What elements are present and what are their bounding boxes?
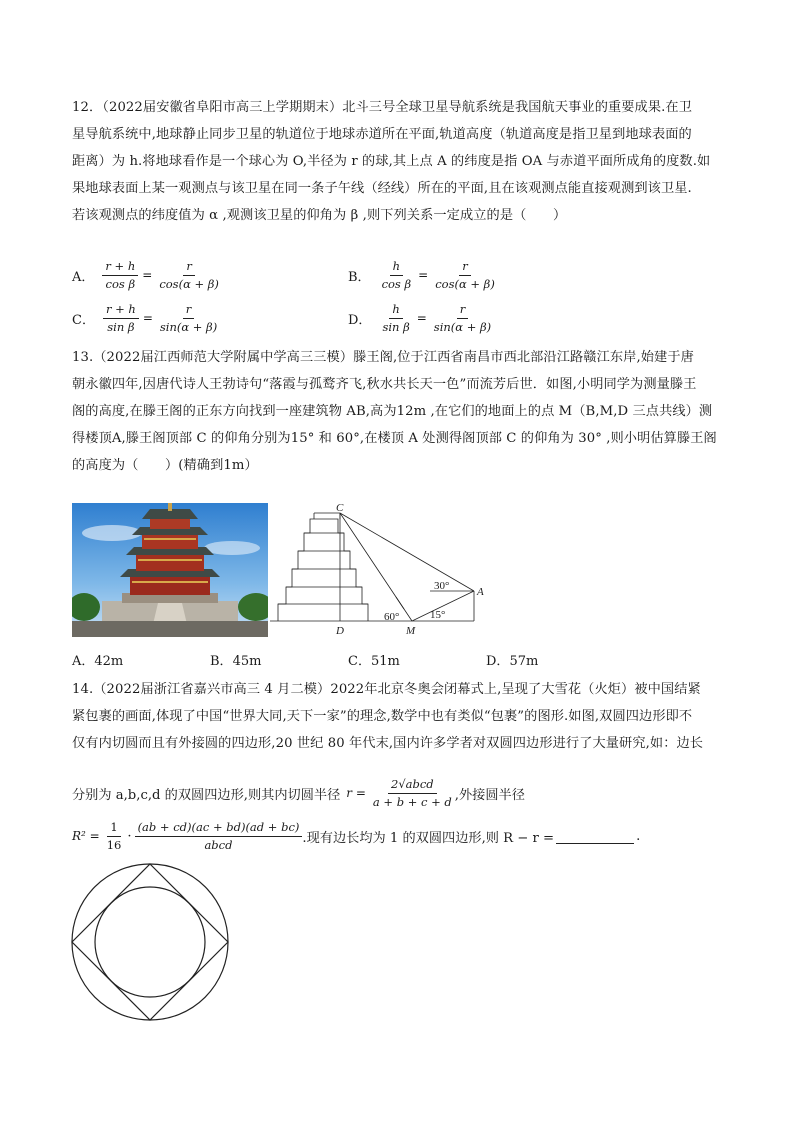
fraction — [102, 260, 138, 291]
choice-label: A． — [72, 654, 95, 669]
q13-line-5: 的高度为（ ）(精确到1m） — [72, 458, 258, 473]
q12-option-a[interactable] — [72, 256, 222, 294]
tengwang-geometry-diagram — [270, 503, 490, 639]
coefficient-fraction — [104, 821, 125, 852]
q14-line-4 — [72, 776, 722, 810]
q13-choices — [72, 650, 722, 674]
denominator: 16 — [106, 837, 122, 852]
q13-line-1: 13.（2022届江西师范大学附属中学高三三模）滕王阁,位于江西省南昌市西北部沿江路赣江东岸,始建于唐 — [72, 350, 694, 365]
circumradius-lhs: R² = — [72, 829, 100, 843]
q12-option-b[interactable] — [348, 256, 498, 294]
fraction — [431, 303, 494, 334]
q14-line-5: R² = $\frac{1}{16}$ · $\frac{(ab + cd)(ac + bd)(ad + bc)}{\text{abcd}}$ .现有边长均为 1 的双圆四边形,则 R − r = . — [72, 819, 641, 852]
q13-choice-a[interactable] — [72, 650, 123, 669]
angle-30-label: 30° — [434, 580, 450, 592]
q13-line-3: 阁的高度,在滕王阁的正东方向找到一座建筑物 AB,高为12m ,在它们的地面上的点 M（B,M,D 三点共线）测 — [72, 404, 713, 419]
inradius-fraction — [370, 778, 455, 809]
option-label: B． — [348, 269, 371, 285]
fraction — [379, 303, 412, 334]
option-label: C． — [72, 312, 95, 328]
denominator: cos β — [381, 276, 412, 291]
numerator: (ab + cd)(ac + bd)(ad + bc) — [135, 821, 303, 837]
q13-line-2: 朝永徽四年,因唐代诗人王勃诗句“落霞与孤鹜齐飞,秋水共长天一色”而流芳后世．如图,小明同学为测量滕王 — [72, 377, 697, 392]
denominator: sin β — [382, 319, 410, 334]
numerator: h — [389, 303, 402, 319]
q12-line-1: 12．（2022届安徽省阜阳市高三上学期期末）北斗三号全球卫星导航系统是我国航天事业的重要成果.在卫 — [72, 100, 692, 115]
denominator: sin β — [107, 319, 135, 334]
q12-options-row-1 — [72, 256, 722, 294]
question-12-text — [72, 94, 722, 229]
label-c: C — [336, 503, 344, 514]
equals-sign: = — [142, 268, 153, 282]
denominator: cos(α + β) — [159, 276, 219, 291]
q14-line-3: 仅有内切圆而且有外接圆的四边形,20 世纪 80 年代末,国内许多学者对双圆四边形进行了大量研究,如：边长 — [72, 736, 704, 751]
incircle — [95, 887, 205, 997]
choice-label: B． — [210, 654, 233, 669]
bicentric-quadrilateral-figure — [70, 862, 230, 1022]
choice-value: 57m — [509, 654, 539, 669]
q14-line-5-end: . — [636, 828, 641, 844]
q12-option-d[interactable] — [348, 299, 494, 337]
numerator: h — [390, 260, 403, 276]
denominator: cos(α + β) — [435, 276, 495, 291]
q13-line-4: 得楼顶A,滕王阁顶部 C 的仰角分别为15° 和 60°,在楼顶 A 处测得阁顶部 C 的仰角为 30° ,则小明估算滕王阁 — [72, 431, 717, 446]
fraction — [432, 260, 498, 291]
answer-blank[interactable] — [556, 829, 634, 844]
choice-label: C． — [348, 654, 371, 669]
angle-15-label: 15° — [430, 609, 446, 621]
q12-line-3: 距离）为 h.将地球看作是一个球心为 O,半径为 r 的球,其上点 A 的纬度是指 OA 与赤道平面所成角的度数.如 — [72, 154, 711, 169]
tengwang-pavilion-photo — [72, 503, 268, 637]
fraction — [103, 303, 139, 334]
inradius-lhs: r = — [346, 786, 366, 800]
choice-value: 51m — [370, 654, 400, 669]
numerator: r — [459, 260, 471, 276]
q12-option-c[interactable] — [72, 299, 220, 337]
q12-line-5: 若该观测点的纬度值为 α ,观测该卫星的仰角为 β ,则下列关系一定成立的是（ ） — [72, 208, 567, 223]
numerator: r + h — [103, 303, 139, 319]
q14-line-5-suffix: .现有边长均为 1 的双圆四边形,则 R − r = — [302, 830, 555, 846]
q13-choice-c[interactable] — [348, 650, 400, 669]
q12-options-row-2 — [72, 299, 722, 337]
numerator: r — [183, 303, 195, 319]
circumradius-fraction — [135, 821, 303, 852]
fraction — [379, 260, 415, 291]
q14-line-4-suffix: ,外接圆半径 — [454, 787, 525, 803]
q14-line-2: 紧包裹的画面,体现了中国“世界大同,天下一家”的理念,数学中也有类似“包裹”的图形.如图,双圆四边形即不 — [72, 709, 693, 724]
q14-line-1: 14.（2022届浙江省嘉兴市高三 4 月二模）2022年北京冬奥会闭幕式上,呈现了大雪花（火炬）被中国结紧 — [72, 682, 701, 697]
denominator: a + b + c + d — [372, 794, 452, 809]
label-m: M — [406, 625, 416, 637]
q14-line-4-prefix: 分别为 a,b,c,d 的双圆四边形,则其内切圆半径 — [72, 787, 341, 803]
q12-line-4: 果地球表面上某一观测点与该卫星在同一条子午线（经线）所在的平面,且在该观测点能直接观测到该卫星. — [72, 181, 692, 196]
label-d: D — [336, 625, 344, 637]
denominator: abcd — [204, 837, 233, 852]
choice-value: 45m — [232, 654, 262, 669]
angle-60-label: 60° — [384, 611, 400, 623]
denominator: sin(α + β) — [433, 319, 492, 334]
fraction — [157, 303, 220, 334]
numerator: r — [457, 303, 469, 319]
q13-choice-b[interactable] — [210, 650, 261, 669]
equals-sign: = — [418, 268, 429, 282]
numerator: 2√abcd — [388, 778, 437, 794]
fraction — [156, 260, 222, 291]
q12-line-2: 星导航系统中,地球静止同步卫星的轨道位于地球赤道所在平面,轨道高度（轨道高度是指卫星到地球表面的 — [72, 127, 692, 142]
denominator: sin(α + β) — [159, 319, 218, 334]
numerator: 1 — [107, 821, 120, 837]
denominator: cos β — [105, 276, 136, 291]
choice-label: D． — [486, 654, 510, 669]
q13-choice-d[interactable] — [486, 650, 538, 669]
label-a: A — [477, 586, 484, 598]
choice-value: 42m — [94, 654, 124, 669]
equals-sign: = — [416, 311, 427, 325]
equals-sign: = — [142, 311, 153, 325]
question-14-text — [72, 676, 722, 757]
numerator: r + h — [102, 260, 138, 276]
question-13-text — [72, 344, 722, 479]
option-label: A． — [72, 269, 95, 285]
numerator: r — [183, 260, 195, 276]
option-label: D． — [348, 312, 372, 328]
